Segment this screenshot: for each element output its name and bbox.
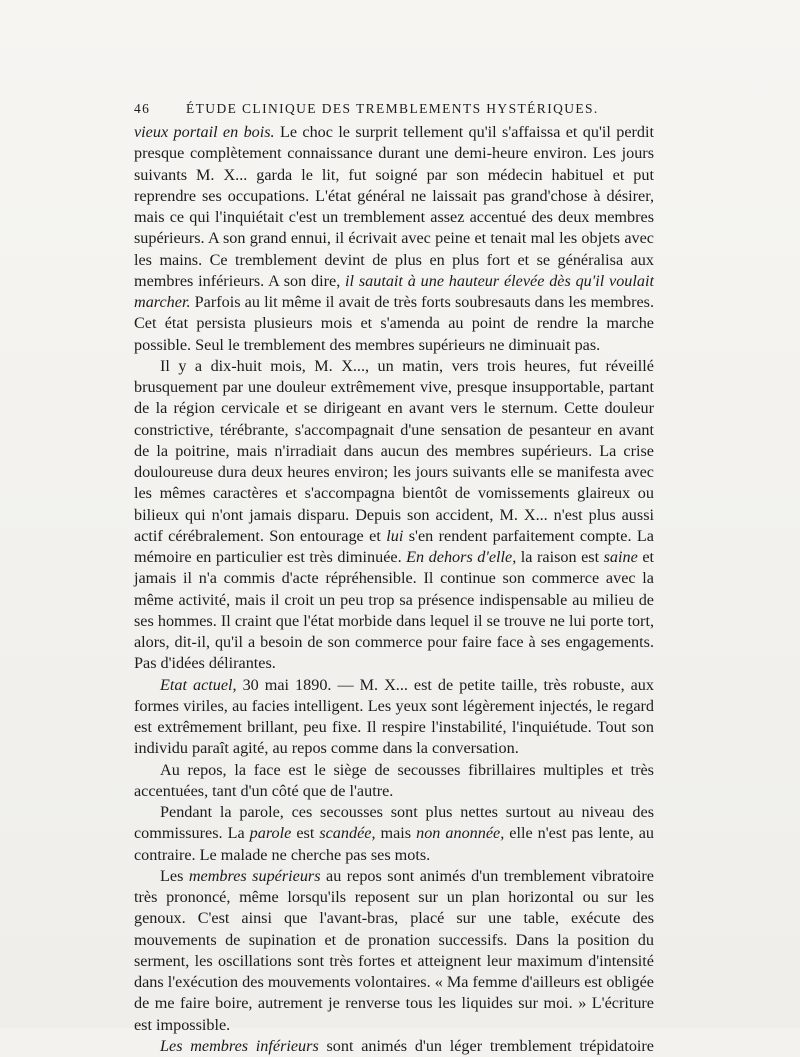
paragraph (134, 122, 654, 356)
text-run: s'en rendent parfaitement compte. La mémoire en particulier est très diminuée. (134, 526, 654, 566)
text-run: Les (160, 866, 189, 885)
text-run: mais (375, 824, 417, 843)
text-run: est (291, 824, 320, 843)
text-run: Parfois au lit même il avait de très forts soubresauts dans les membres. Cet état persista plusieurs mois et s'amenda au point de rendre la marche possible. Seul le tremblement des membres supérieurs ne diminuait pas. (134, 293, 654, 354)
text-run: la raison est (516, 548, 604, 566)
italic-text: saine (603, 548, 638, 566)
running-title: ÉTUDE CLINIQUE DES TREMBLEMENTS HYSTÉRIQUES. (186, 101, 599, 116)
paragraph (134, 675, 654, 760)
text-run: au repos sont animés d'un tremblement vibratoire très prononcé, même lorsqu'ils reposent sur un plan horizontal ou sur les genoux. C'est ainsi que l'avant-bras, placé sur une table, exécute des mouvements de supination et de pronation successifs. Dans la position du serment, les oscillations sont très fortes et atteignent leur maximum d'intensité dans l'exécution des mouvements volontaires. « Ma femme d'ailleurs est obligée de me faire boire, autrement je renverse tous les liquides sur moi. » L'écriture est impossible. (134, 866, 654, 1034)
text-run: Le choc le surprit tellement qu'il s'affaissa et qu'il perdit presque complètement connaissance durant une demi-heure environ. Les jours suivants M. X... garda le lit, fut soigné par son médecin habituel et put reprendre ses occupations. L'état général ne laissait pas grand'chose à désirer, mais ce qui l'inquiétait c'est un tremblement assez accentué des deux membres supérieurs. A son grand ennui, il écrivait avec peine et tenait mal les objets avec les mains. Ce tremblement devint de plus en plus fort et se généralisa aux membres inférieurs. A son dire, (134, 123, 654, 290)
italic-text: scandée, (319, 824, 376, 843)
page-number: 46 (134, 101, 151, 116)
text-run: Au repos, la face est le siège de secousses fibrillaires multiples et très accentuées, tant d'un côté que de l'autre. (134, 760, 654, 800)
italic-text: non anonnée, (416, 824, 505, 843)
italic-text: vieux portail en bois. (134, 123, 275, 141)
italic-text: En dehors d'elle, (406, 548, 517, 566)
text-run: Pendant la parole, ces secousses sont plus nettes surtout au niveau des commissures. La (134, 803, 654, 843)
text-run: 30 mai 1890. — M. X... est de petite taille, très robuste, aux formes viriles, au facies intelligent. Les yeux sont légèrement injectés, le regard est extrêmement brillant, peu fixe. Il respire l'instabilité, l'inquiétude. Tout son individu paraît agité, au repos comme dans la conversation. (134, 675, 654, 758)
italic-text: il sautait à une hauteur élevée dès qu'il voulait marcher. (134, 271, 654, 311)
page-body-text (134, 122, 654, 1057)
paragraph (134, 356, 654, 675)
paragraph (134, 802, 654, 866)
running-header (134, 101, 654, 117)
text-run: sont animés d'un léger tremblement trépidatoire (318, 1036, 654, 1055)
paragraph (134, 1036, 654, 1057)
text-run: Il y a dix-huit mois, M. X..., un matin, vers trois heures, fut réveillé brusquement par une douleur extrêmement vive, presque insupportable, partant de la région cervicale et se dirigeant en avant vers le sternum. Cette douleur constrictive, térébrante, s'accompagnait d'une sensation de pesanteur en avant de la poitrine, mais n'irradiait dans aucun des membres supérieurs. La crise douloureuse dura deux heures environ; les jours suivants elle se manifesta avec les mêmes caractères et s'accompagna bientôt de vomissements glaireux ou bilieux qui n'ont jamais disparu. Depuis son accident, M. X... n'est plus aussi actif cérébralement. Son entourage et (134, 356, 654, 545)
paragraph (134, 760, 654, 803)
italic-text: Les membres inférieurs (160, 1036, 319, 1055)
text-run: elle n'est pas lente, au contraire. Le malade ne cherche pas ses mots. (134, 824, 654, 864)
italic-text: membres supérieurs (188, 866, 321, 885)
paragraph (134, 866, 654, 1036)
italic-text: lui (386, 526, 404, 545)
italic-text: Etat actuel, (160, 675, 237, 694)
text-run: et jamais il n'a commis d'acte répréhensible. Il continue son commerce avec la même activité, mais il croit un peu trop sa présence indispensable au milieu de ses hommes. Il craint que l'état morbide dans lequel il se trouve ne lui porte tort, alors, dit-il, qu'il a besoin de son commerce pour faire face à ses engagements. Pas d'idées délirantes. (134, 548, 655, 673)
italic-text: parole (249, 824, 292, 843)
